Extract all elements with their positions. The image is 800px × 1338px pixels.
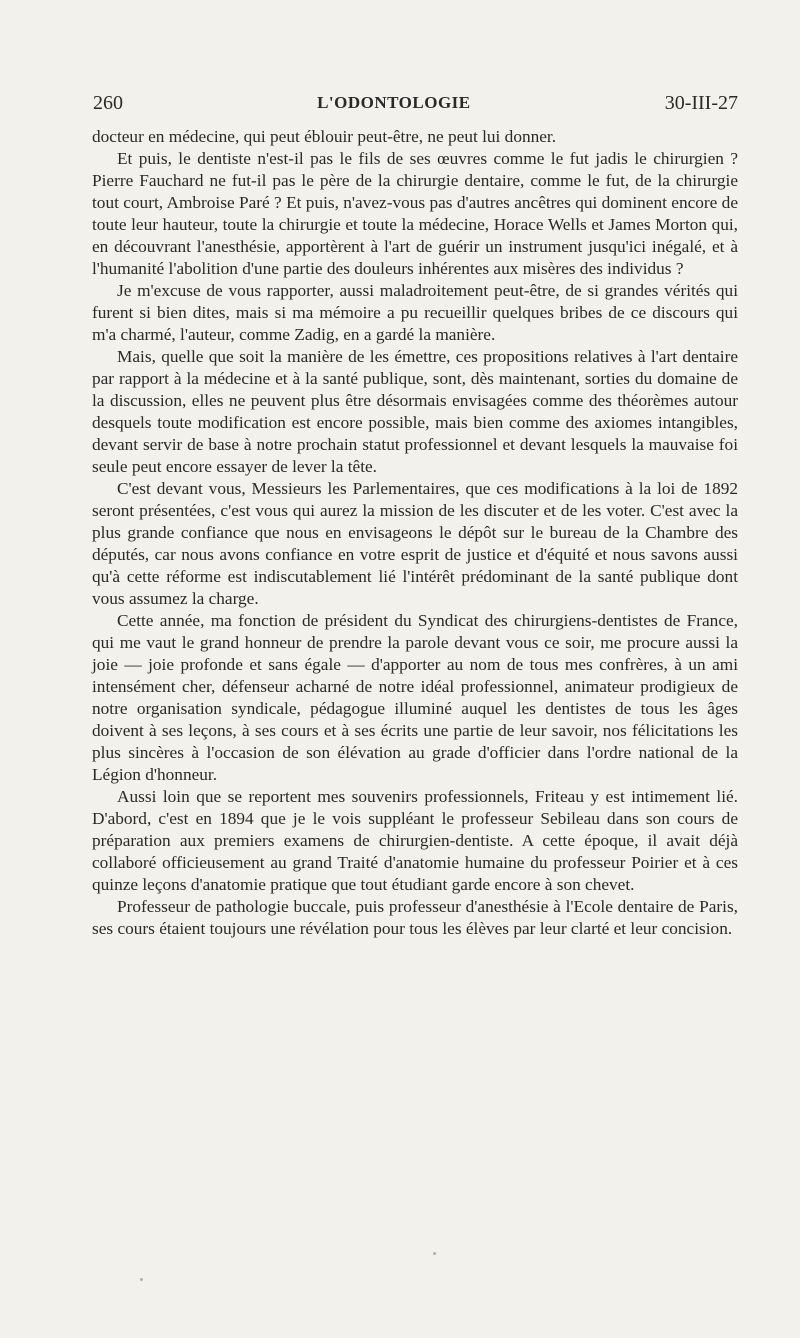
paragraph: docteur en médecine, qui peut éblouir peut-être, ne peut lui donner. <box>92 127 557 146</box>
paper-speck <box>433 1252 436 1255</box>
paper-speck <box>140 1278 143 1281</box>
paragraph: Professeur de pathologie buccale, puis professeur d'anesthésie à l'Ecole dentaire de Paris, ses cours étaient toujours une révélation pour tous les élèves par leur clarté et leur concision. <box>92 897 738 938</box>
article-body <box>92 126 738 940</box>
paragraph: Je m'excuse de vous rapporter, aussi maladroitement peut-être, de si grandes vérités qui furent si bien dites, mais si ma mémoire a pu recueillir quelques bribes de ce discours qui m'a charmé, l'auteur, comme Zadig, en a gardé la manière. <box>92 281 738 344</box>
paragraph: Mais, quelle que soit la manière de les émettre, ces propositions relatives à l'art dentaire par rapport à la médecine et à la santé publique, sont, dès maintenant, sorties du domaine de la discussion, elles ne peuvent plus être désormais envisagées comme des théorèmes autour desquels toute modification est encore possible, mais bien comme des axiomes intangibles, devant servir de base à notre prochain statut professionnel et devant lesquels la mauvaise foi seule peut encore essayer de lever la tête. <box>92 347 738 476</box>
paragraph: Aussi loin que se reportent mes souvenirs professionnels, Friteau y est intimement lié. D'abord, c'est en 1894 que je le vois suppléant le professeur Sebileau dans son cours de préparation aux premiers examens de chirurgien-dentiste. A cette époque, il avait déjà collaboré officieusement au grand Traité d'anatomie humaine du professeur Poirier et à ces quinze leçons d'anatomie pratique que tout étudiant garde encore à son chevet. <box>92 787 738 894</box>
paragraph: C'est devant vous, Messieurs les Parlementaires, que ces modifications à la loi de 1892 seront présentées, c'est vous qui aurez la mission de les discuter et de les voter. C'est avec la plus grande confiance que nous en envisageons le dépôt sur le bureau de la Chambre des députés, car nous avons confiance en votre esprit de justice et d'équité et nous savons aussi qu'à cette réforme est indiscutablement lié l'intérêt prédominant de la santé publique dont vous assumez la charge. <box>92 479 738 608</box>
page-header <box>93 88 738 118</box>
page-number: 260 <box>93 91 123 114</box>
issue-date: 30-III-27 <box>664 91 738 114</box>
paragraph: Cette année, ma fonction de président du Syndicat des chirurgiens-dentistes de France, qui me vaut le grand honneur de prendre la parole devant vous ce soir, me procure aussi la joie — joie profonde et sans égale — d'apporter au nom de tous mes confrères, à un ami intensément cher, défenseur acharné de notre idéal professionnel, animateur prodigieux de notre organisation syndicale, pédagogue illuminé auquel les dentistes de tous les âges doivent à ses leçons, à ses cours et à ses écrits une partie de leur savoir, nos félicitations les plus sincères à l'occasion de son élévation au grade d'officier dans l'ordre national de la Légion d'honneur. <box>92 611 738 784</box>
paragraph: Et puis, le dentiste n'est-il pas le fils de ses œuvres comme le fut jadis le chirurgien ? Pierre Fauchard ne fut-il pas le père de la chirurgie dentaire, comme le fut, de la chirurgie tout court, Ambroise Paré ? Et puis, n'avez-vous pas d'autres ancêtres qui dominent encore de toute leur hauteur, toute la chirurgie et toute la médecine, Horace Wells et James Morton qui, en découvrant l'anesthésie, apportèrent à l'art de guérir un instrument jusqu'ici inégalé, et à l'humanité l'abolition d'une partie des douleurs inhérentes aux misères des individus ? <box>92 149 738 278</box>
journal-title: L'ODONTOLOGIE <box>317 93 471 112</box>
